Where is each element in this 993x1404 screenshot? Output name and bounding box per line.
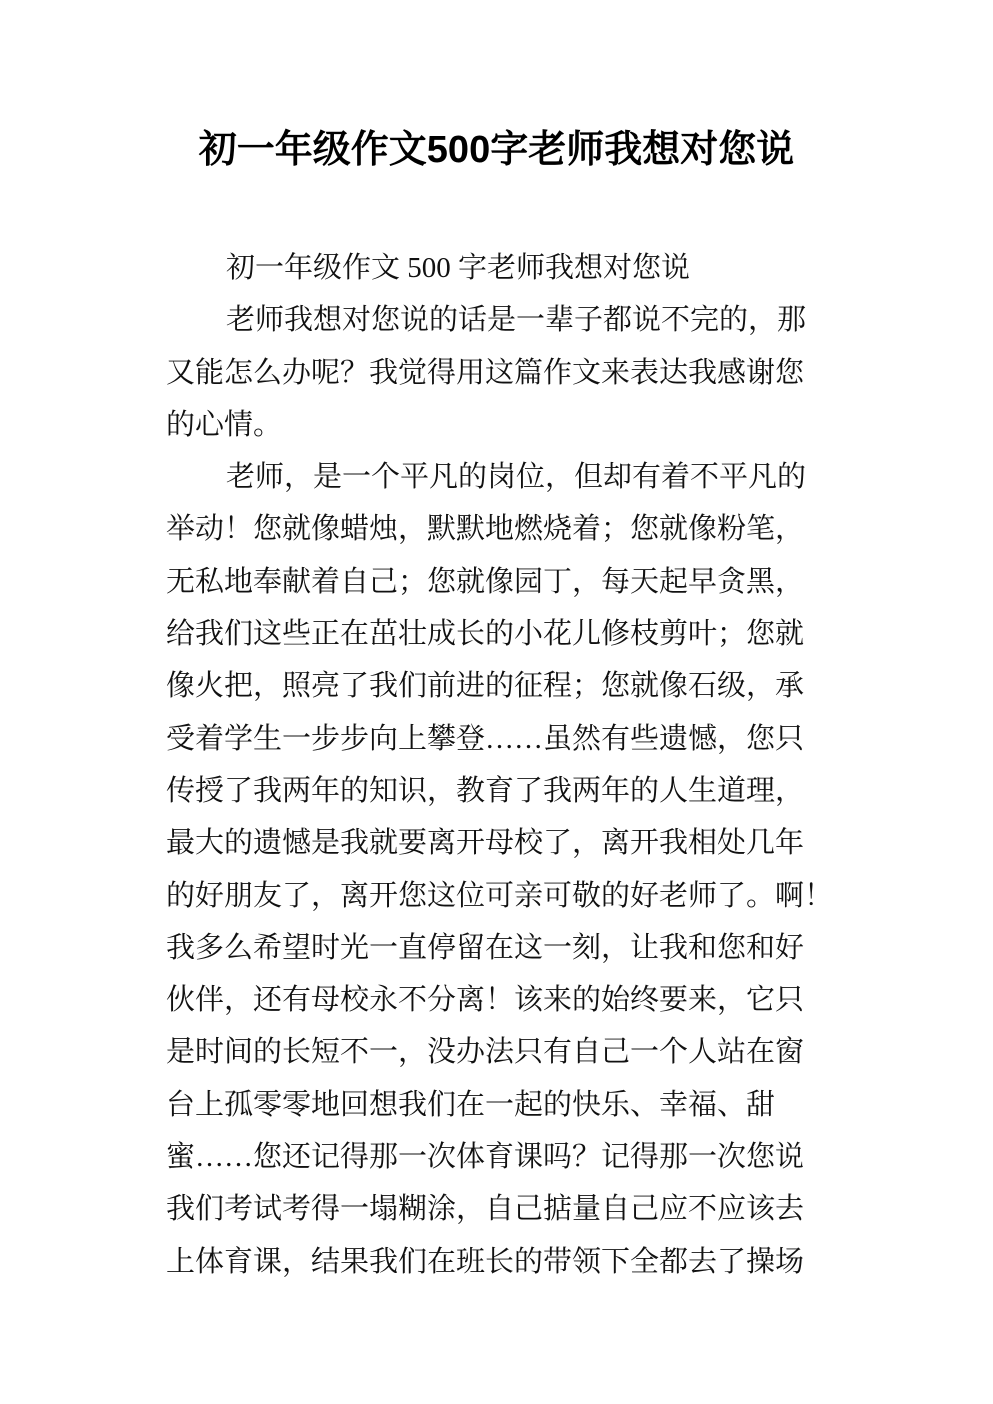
text-line: 老师我想对您说的话是一辈子都说不完的，那 <box>226 304 807 337</box>
subtitle-line: 初一年级作文 500 字老师我想对您说 <box>226 252 691 284</box>
text-line: 的心情。 <box>166 408 283 441</box>
text-line: 我多么希望时光一直停留在这一刻，让我和您和好 <box>166 931 805 964</box>
text-line: 举动！您就像蜡烛，默默地燃烧着；您就像粉笔， <box>166 513 805 546</box>
text-line: 台上孤零零地回想我们在一起的快乐、幸福、甜 <box>166 1088 776 1121</box>
text-line: 蜜……您还记得那一次体育课吗？记得那一次您说 <box>166 1141 805 1174</box>
text-line: 给我们这些正在茁壮成长的小花儿修枝剪叶；您就 <box>166 618 805 651</box>
text-line: 的好朋友了，离开您这位可亲可敬的好老师了。啊！ <box>166 879 834 912</box>
text-line: 无私地奉献着自己；您就像园丁，每天起早贪黑， <box>166 565 805 598</box>
text-line: 伙伴，还有母校永不分离！该来的始终要来，它只 <box>166 984 805 1017</box>
text-line: 受着学生一步步向上攀登……虽然有些遗憾，您只 <box>166 722 805 755</box>
text-line: 老师，是一个平凡的岗位，但却有着不平凡的 <box>226 461 807 494</box>
text-line: 上体育课，结果我们在班长的带领下全都去了操场 <box>166 1245 805 1278</box>
text-line: 我们考试考得一塌糊涂，自己掂量自己应不应该去 <box>166 1193 805 1226</box>
text-line: 又能怎么办呢？我觉得用这篇作文来表达我感谢您 <box>166 356 805 389</box>
document-body <box>166 242 856 1288</box>
text-line: 传授了我两年的知识，教育了我两年的人生道理， <box>166 774 805 807</box>
document-title: 初一年级作文500字老师我想对您说 <box>198 129 795 171</box>
text-line: 像火把，照亮了我们前进的征程；您就像石级，承 <box>166 670 805 703</box>
text-line: 是时间的长短不一，没办法只有自己一个人站在窗 <box>166 1036 805 1069</box>
text-line: 最大的遗憾是我就要离开母校了，离开我相处几年 <box>166 827 805 860</box>
